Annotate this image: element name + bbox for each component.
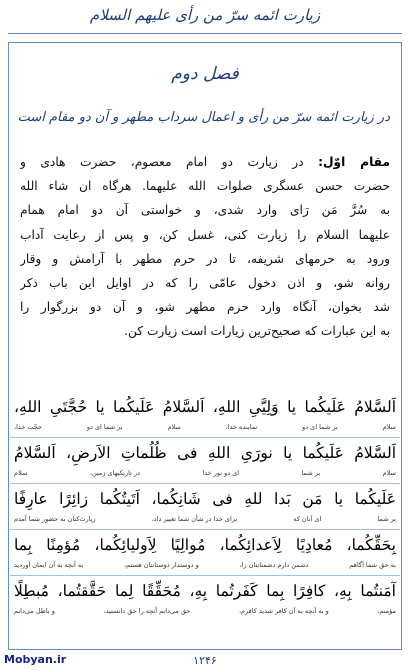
gloss-segment: دشمن دارم دشمنانتان را، (239, 561, 309, 569)
gloss-segment: نماینده خدا، (225, 423, 258, 431)
gloss-segment: و باطل می‌دانم (14, 607, 55, 615)
prayer-row (10, 392, 400, 438)
gloss-segment: ای دو نور خدا (202, 469, 240, 477)
page-number: ۱۲۴۶ (193, 654, 217, 667)
gloss-segment: بر شما (377, 515, 396, 523)
arabic-line: اَلسَّلامُ عَلَیکُما یا وَلِیَّیِ اللهِ، اَلسَّلامُ عَلَیکُما یا حُجَّتَیِ اللهِ، (14, 398, 396, 416)
gloss-segment: و دوستدار دوستانتان هستم، (124, 561, 199, 569)
site-watermark: Mobyan.ir (4, 653, 67, 666)
gloss-segment: بر شما ای دو (86, 423, 123, 431)
body-line: به سُرَّ مَن رَای وارد شدی، و خواستی آن دو امام همام (20, 203, 390, 218)
gloss-segment: ای آنان که (293, 515, 322, 523)
body-line: ورود به حرمهای شریفه، تا در حرم مطهر با آرامش و وقار (20, 251, 390, 266)
translation-line (10, 605, 400, 617)
gloss-segment: زیارت‌کنان به حضور شما آمدم (14, 515, 96, 523)
body-line: شد بخوان، آنگاه وارد حرم مطهر شو، و آن دو بزرگوار را (20, 300, 390, 315)
translation-line (10, 513, 400, 525)
translation-line (10, 467, 400, 479)
prayer-row (10, 576, 400, 621)
body-line: حضرت حسن عسگری صلوات الله علیهما. هرگاه ان شاء الله (20, 179, 390, 194)
gloss-segment: سلام (14, 469, 28, 477)
persian-body (20, 150, 390, 344)
prayer-block (10, 392, 400, 621)
prayer-row (10, 438, 400, 484)
section-title: فصل دوم (171, 64, 239, 84)
gloss-segment: حق می‌دانم آنچه را حق دانستید، (103, 607, 191, 615)
gloss-segment: سلام (167, 423, 181, 431)
body-line: روانه شو، و اذن دخول عامّی را که در اوایل این باب ذکر (20, 276, 390, 291)
gloss-segment: به آنچه به آن ایمان آوردید (14, 561, 84, 569)
gloss-segment: و به آنچه به آن کافر شدید کافرم، (238, 607, 329, 615)
arabic-line: عَلَیکُما یا مَن بَدا للهِ فی شَانِکُما، اَتَیتُکُما زائِرًا عارِفًا (14, 490, 396, 508)
gloss-segment: بر شما (301, 469, 321, 477)
arabic-line: آمَنتُما بِهِ، کافِرًا بِما کَفَرتُما بِهِ، مُحَقِّقًا لِما حَقَّقتُما، مُبطِلًا (14, 582, 396, 600)
gloss-segment: حجّت خدا، (14, 423, 42, 431)
body-line: علیهما السلام را زیارت کنی، غسل کن، و پس از رعایت آداب (20, 227, 390, 242)
prayer-row (10, 530, 400, 576)
body-lead-label: مقام اوّل: (318, 155, 390, 169)
body-line-text: در زیارت دو امام معصوم، حضرت هادی و (20, 155, 319, 169)
gloss-segment: بر شما ای دو (302, 423, 338, 431)
translation-line (10, 421, 400, 433)
gloss-segment: در تاریکیهای زمین، (89, 469, 140, 477)
header-divider (8, 33, 402, 34)
gloss-segment: برای خدا در شأن شما تغییر داد، (151, 515, 238, 523)
arabic-line: بِحَقِّکُما، مُعادِیًا لِاَعدائِکُما، مُوالِیًا لِاَولیائِکُما، مُؤمِنًا بِما (14, 536, 396, 554)
gloss-segment: به حق شما آگاهم (349, 561, 396, 569)
arabic-line: اَلسَّلامُ عَلَیکُما یا نورَیِ اللهِ فی ظُلُماتِ الاَرضِ، اَلسَّلامُ (14, 444, 396, 462)
running-header: زیارت ائمه سرّ من رأی علیهم السلام (89, 6, 321, 24)
translation-line (10, 559, 400, 571)
gloss-segment: مؤمنم، (377, 607, 396, 615)
body-line (20, 150, 390, 174)
gloss-segment: سلام (382, 469, 396, 477)
section-subtitle: در زیارت ائمه سرّ من رأی و اعمال سرداب مطهر و آن دو مقام است (17, 110, 390, 125)
gloss-segment: سلام (382, 423, 396, 431)
body-line: به این عبارات که صحیح‌ترین زیارات است زیارت کن. (124, 324, 390, 339)
prayer-row (10, 484, 400, 530)
